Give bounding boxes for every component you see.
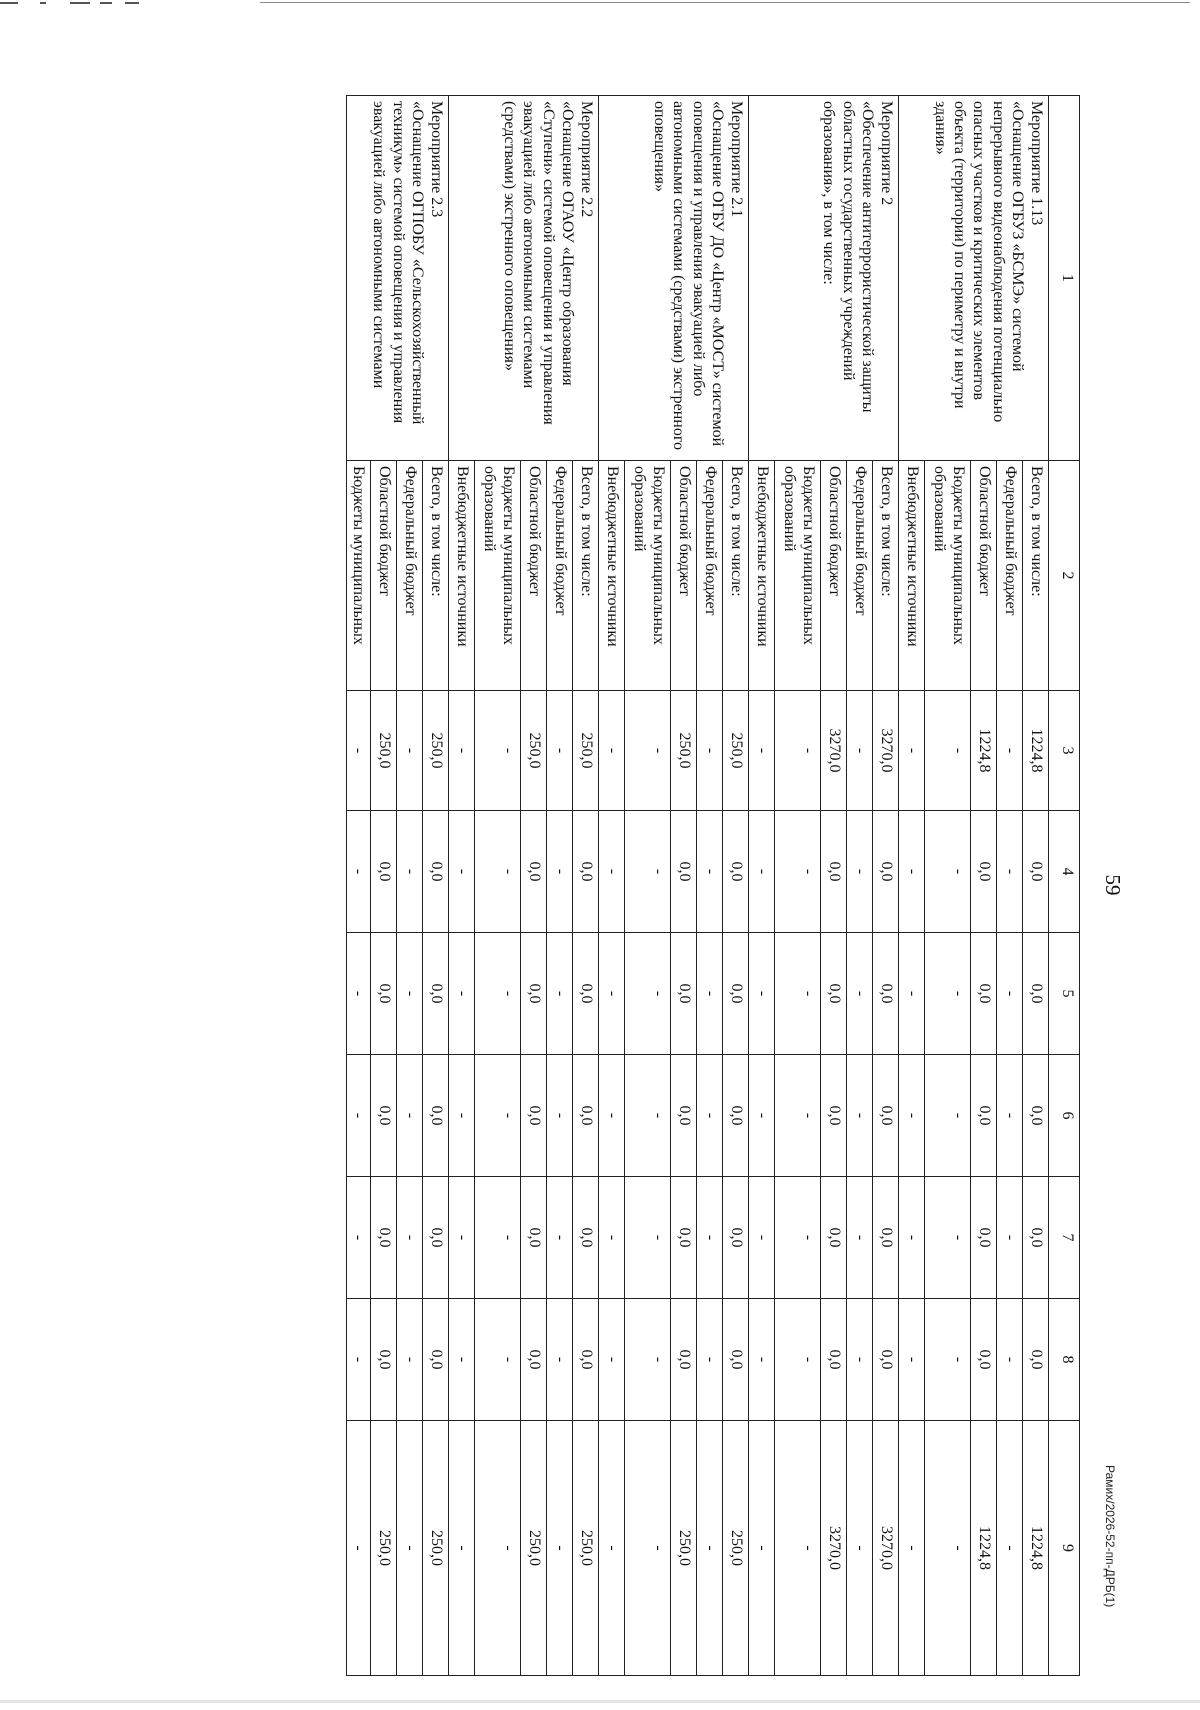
- value-cell-col-4: 0,0: [873, 811, 899, 933]
- value-cell-col-3: -: [997, 691, 1023, 811]
- value-cell-col-8: -: [449, 1299, 475, 1421]
- value-cell-col-5: 0,0: [971, 933, 997, 1055]
- value-cell-col-8: -: [475, 1299, 521, 1421]
- value-cell-col-6: -: [749, 1055, 775, 1177]
- funding-source-cell: Федеральный бюджет: [397, 461, 423, 691]
- header-col-6: 6: [1049, 1055, 1080, 1177]
- value-cell-col-7: 0,0: [821, 1177, 847, 1299]
- value-cell-col-8: 0,0: [1023, 1299, 1049, 1421]
- table-row: [423, 96, 449, 1676]
- value-cell-col-5: -: [449, 933, 475, 1055]
- funding-source-cell: Всего, в том числе:: [723, 461, 749, 691]
- value-cell-col-5: -: [475, 933, 521, 1055]
- value-cell-col-4: 0,0: [521, 811, 547, 933]
- value-cell-col-8: -: [997, 1299, 1023, 1421]
- funding-source-cell: Областной бюджет: [821, 461, 847, 691]
- value-cell-col-8: -: [599, 1299, 625, 1421]
- value-cell-col-7: -: [599, 1177, 625, 1299]
- value-cell-col-9: -: [899, 1421, 925, 1676]
- value-cell-col-8: -: [697, 1299, 723, 1421]
- value-cell-col-8: -: [397, 1299, 423, 1421]
- value-cell-col-4: -: [547, 811, 573, 933]
- value-cell-col-6: 0,0: [671, 1055, 697, 1177]
- value-cell-col-6: -: [449, 1055, 475, 1177]
- measure-title: Мероприятие 2.1 «Оснащение ОГБУ ДО «Центр «МОСТ» системой оповещения и управления эвакуацией либо автономными системами (средствами) экстренного оповещения»: [651, 101, 745, 451]
- value-cell-col-8: -: [749, 1299, 775, 1421]
- table-body: [346, 96, 1048, 1676]
- measure-cell: [749, 96, 899, 461]
- value-cell-col-7: -: [397, 1177, 423, 1299]
- table-row: [573, 96, 599, 1676]
- value-cell-col-3: 1224,8: [971, 691, 997, 811]
- measure-title: Мероприятие 2.3 «Оснащение ОГПОБУ «Сельскохозяйственный техникум» системой оповещения и управления эвакуацией либо автономными системами: [370, 101, 445, 425]
- value-cell-col-3: -: [397, 691, 423, 811]
- header-col-4: 4: [1049, 811, 1080, 933]
- value-cell-col-6: -: [599, 1055, 625, 1177]
- header-col-8: 8: [1049, 1299, 1080, 1421]
- funding-source-cell: Внебюджетные источники: [899, 461, 925, 691]
- value-cell-col-6: -: [625, 1055, 671, 1177]
- value-cell-col-5: 0,0: [573, 933, 599, 1055]
- value-cell-col-9: -: [997, 1421, 1023, 1676]
- value-cell-col-3: -: [346, 691, 370, 811]
- funding-source-cell: Областной бюджет: [371, 461, 397, 691]
- value-cell-col-5: -: [397, 933, 423, 1055]
- value-cell-col-9: 250,0: [723, 1421, 749, 1676]
- funding-source-cell: Бюджеты муниципальных образований: [775, 461, 821, 691]
- value-cell-col-5: -: [346, 933, 370, 1055]
- value-cell-col-3: 3270,0: [821, 691, 847, 811]
- value-cell-col-5: 0,0: [521, 933, 547, 1055]
- value-cell-col-5: -: [599, 933, 625, 1055]
- value-cell-col-9: -: [547, 1421, 573, 1676]
- value-cell-col-7: 0,0: [671, 1177, 697, 1299]
- value-cell-col-3: -: [625, 691, 671, 811]
- value-cell-col-4: 0,0: [971, 811, 997, 933]
- value-cell-col-5: -: [547, 933, 573, 1055]
- value-cell-col-3: -: [697, 691, 723, 811]
- value-cell-col-6: -: [697, 1055, 723, 1177]
- value-cell-col-3: -: [475, 691, 521, 811]
- value-cell-col-7: 0,0: [723, 1177, 749, 1299]
- value-cell-col-7: 0,0: [521, 1177, 547, 1299]
- value-cell-col-5: 0,0: [821, 933, 847, 1055]
- value-cell-col-8: 0,0: [671, 1299, 697, 1421]
- value-cell-col-4: -: [599, 811, 625, 933]
- value-cell-col-3: 1224,8: [1023, 691, 1049, 811]
- value-cell-col-9: -: [449, 1421, 475, 1676]
- funding-source-cell: Внебюджетные источники: [449, 461, 475, 691]
- value-cell-col-7: 0,0: [423, 1177, 449, 1299]
- measure-title: Мероприятие 2.2 «Оснащение ОГАОУ «Центр образования «Ступени» системой оповещения и управления эвакуацией либо автономными системами (средствами) экстренного оповещения»: [501, 101, 595, 425]
- value-cell-col-3: 250,0: [723, 691, 749, 811]
- value-cell-col-9: -: [697, 1421, 723, 1676]
- value-cell-col-8: 0,0: [521, 1299, 547, 1421]
- header-col-1: 1: [1049, 96, 1080, 461]
- value-cell-col-4: 0,0: [1023, 811, 1049, 933]
- value-cell-col-3: 250,0: [671, 691, 697, 811]
- funding-source-cell: Всего, в том числе:: [873, 461, 899, 691]
- value-cell-col-5: 0,0: [723, 933, 749, 1055]
- value-cell-col-3: 3270,0: [873, 691, 899, 811]
- value-cell-col-4: -: [346, 811, 370, 933]
- value-cell-col-8: -: [847, 1299, 873, 1421]
- value-cell-col-7: -: [697, 1177, 723, 1299]
- value-cell-col-8: -: [547, 1299, 573, 1421]
- value-cell-col-9: -: [397, 1421, 423, 1676]
- value-cell-col-3: -: [599, 691, 625, 811]
- header-col-3: 3: [1049, 691, 1080, 811]
- value-cell-col-4: 0,0: [573, 811, 599, 933]
- value-cell-col-4: -: [475, 811, 521, 933]
- measure-cell: [599, 96, 749, 461]
- measure-title: Мероприятие 2 «Обеспечение антитеррористической защиты областных государственных учреждений образования», в том числе:: [820, 101, 895, 413]
- value-cell-col-4: -: [847, 811, 873, 933]
- value-cell-col-6: 0,0: [723, 1055, 749, 1177]
- value-cell-col-3: -: [449, 691, 475, 811]
- value-cell-col-7: 0,0: [371, 1177, 397, 1299]
- value-cell-col-5: -: [749, 933, 775, 1055]
- measure-title: Мероприятие 1.13 «Оснащение ОГБУЗ «БСМЭ» системой непрерывного видеонаблюдения потенциально опасных участков и критических элементов объекта (территории) по периметру и внутри здания»: [932, 101, 1045, 423]
- value-cell-col-3: 250,0: [573, 691, 599, 811]
- value-cell-col-7: -: [346, 1177, 370, 1299]
- value-cell-col-7: -: [475, 1177, 521, 1299]
- value-cell-col-4: -: [997, 811, 1023, 933]
- value-cell-col-9: 3270,0: [821, 1421, 847, 1676]
- value-cell-col-5: 0,0: [423, 933, 449, 1055]
- value-cell-col-6: 0,0: [521, 1055, 547, 1177]
- funding-source-cell: Внебюджетные источники: [749, 461, 775, 691]
- value-cell-col-4: -: [397, 811, 423, 933]
- measure-cell: [346, 96, 448, 461]
- table-row: [873, 96, 899, 1676]
- value-cell-col-9: -: [749, 1421, 775, 1676]
- funding-source-cell: Бюджеты муниципальных образований: [475, 461, 521, 691]
- value-cell-col-4: 0,0: [821, 811, 847, 933]
- value-cell-col-8: 0,0: [821, 1299, 847, 1421]
- value-cell-col-6: 0,0: [971, 1055, 997, 1177]
- funding-source-cell: Областной бюджет: [971, 461, 997, 691]
- measure-cell: [899, 96, 1049, 461]
- value-cell-col-6: -: [847, 1055, 873, 1177]
- value-cell-col-5: 0,0: [873, 933, 899, 1055]
- value-cell-col-7: -: [925, 1177, 971, 1299]
- value-cell-col-6: 0,0: [371, 1055, 397, 1177]
- value-cell-col-9: 1224,8: [1023, 1421, 1049, 1676]
- measure-cell: [449, 96, 599, 461]
- value-cell-col-6: -: [775, 1055, 821, 1177]
- funding-source-cell: Областной бюджет: [671, 461, 697, 691]
- value-cell-col-9: 250,0: [423, 1421, 449, 1676]
- value-cell-col-7: -: [847, 1177, 873, 1299]
- value-cell-col-8: -: [625, 1299, 671, 1421]
- value-cell-col-4: 0,0: [671, 811, 697, 933]
- value-cell-col-7: -: [899, 1177, 925, 1299]
- value-cell-col-8: 0,0: [423, 1299, 449, 1421]
- scan-artifact-top: [0, 0, 1200, 6]
- value-cell-col-6: -: [346, 1055, 370, 1177]
- value-cell-col-3: -: [749, 691, 775, 811]
- value-cell-col-3: -: [899, 691, 925, 811]
- value-cell-col-5: 0,0: [1023, 933, 1049, 1055]
- value-cell-col-3: -: [547, 691, 573, 811]
- value-cell-col-4: -: [625, 811, 671, 933]
- value-cell-col-3: 250,0: [521, 691, 547, 811]
- value-cell-col-9: 250,0: [521, 1421, 547, 1676]
- funding-source-cell: Бюджеты муниципальных образований: [925, 461, 971, 691]
- funding-source-cell: Федеральный бюджет: [847, 461, 873, 691]
- value-cell-col-3: -: [925, 691, 971, 811]
- value-cell-col-8: 0,0: [573, 1299, 599, 1421]
- value-cell-col-5: -: [625, 933, 671, 1055]
- value-cell-col-7: 0,0: [873, 1177, 899, 1299]
- value-cell-col-7: -: [749, 1177, 775, 1299]
- value-cell-col-7: -: [997, 1177, 1023, 1299]
- funding-source-cell: Всего, в том числе:: [1023, 461, 1049, 691]
- value-cell-col-3: -: [847, 691, 873, 811]
- value-cell-col-5: -: [997, 933, 1023, 1055]
- value-cell-col-9: -: [475, 1421, 521, 1676]
- value-cell-col-9: 3270,0: [873, 1421, 899, 1676]
- table-row: [1023, 96, 1049, 1676]
- value-cell-col-6: -: [547, 1055, 573, 1177]
- value-cell-col-6: 0,0: [1023, 1055, 1049, 1177]
- value-cell-col-4: -: [449, 811, 475, 933]
- value-cell-col-4: 0,0: [423, 811, 449, 933]
- value-cell-col-4: -: [697, 811, 723, 933]
- value-cell-col-9: -: [847, 1421, 873, 1676]
- value-cell-col-6: -: [899, 1055, 925, 1177]
- value-cell-col-5: -: [847, 933, 873, 1055]
- value-cell-col-6: 0,0: [423, 1055, 449, 1177]
- value-cell-col-9: -: [599, 1421, 625, 1676]
- financing-table: [346, 95, 1080, 1676]
- value-cell-col-9: 1224,8: [971, 1421, 997, 1676]
- value-cell-col-7: -: [775, 1177, 821, 1299]
- value-cell-col-6: -: [397, 1055, 423, 1177]
- table-row: [723, 96, 749, 1676]
- value-cell-col-6: -: [997, 1055, 1023, 1177]
- funding-source-cell: Всего, в том числе:: [423, 461, 449, 691]
- page-number: 59: [1101, 874, 1125, 896]
- value-cell-col-6: -: [475, 1055, 521, 1177]
- value-cell-col-5: -: [697, 933, 723, 1055]
- value-cell-col-9: -: [775, 1421, 821, 1676]
- header-col-2: 2: [1049, 461, 1080, 691]
- value-cell-col-4: 0,0: [371, 811, 397, 933]
- value-cell-col-6: 0,0: [573, 1055, 599, 1177]
- value-cell-col-8: -: [775, 1299, 821, 1421]
- header-col-7: 7: [1049, 1177, 1080, 1299]
- value-cell-col-3: -: [775, 691, 821, 811]
- scan-artifact-bottom: [0, 1700, 1200, 1703]
- header-col-9: 9: [1049, 1421, 1080, 1676]
- value-cell-col-5: 0,0: [371, 933, 397, 1055]
- value-cell-col-4: -: [749, 811, 775, 933]
- value-cell-col-8: 0,0: [971, 1299, 997, 1421]
- value-cell-col-4: -: [925, 811, 971, 933]
- rotated-page: [170, 95, 1125, 1675]
- value-cell-col-5: -: [899, 933, 925, 1055]
- footer-code: Рамих/2026-52-пп-ДРБ(1): [1103, 1465, 1117, 1608]
- value-cell-col-5: -: [925, 933, 971, 1055]
- header-row: [1049, 96, 1080, 1676]
- value-cell-col-8: 0,0: [723, 1299, 749, 1421]
- value-cell-col-9: -: [346, 1421, 370, 1676]
- value-cell-col-7: -: [625, 1177, 671, 1299]
- value-cell-col-8: 0,0: [873, 1299, 899, 1421]
- funding-source-cell: Федеральный бюджет: [997, 461, 1023, 691]
- funding-source-cell: Всего, в том числе:: [573, 461, 599, 691]
- value-cell-col-7: 0,0: [1023, 1177, 1049, 1299]
- funding-source-cell: Бюджеты муниципальных образований: [625, 461, 671, 691]
- value-cell-col-9: 250,0: [371, 1421, 397, 1676]
- value-cell-col-6: -: [925, 1055, 971, 1177]
- value-cell-col-6: 0,0: [821, 1055, 847, 1177]
- value-cell-col-8: -: [346, 1299, 370, 1421]
- value-cell-col-5: -: [775, 933, 821, 1055]
- value-cell-col-6: 0,0: [873, 1055, 899, 1177]
- value-cell-col-8: 0,0: [371, 1299, 397, 1421]
- funding-source-cell: Бюджеты муниципальных: [346, 461, 370, 691]
- value-cell-col-8: -: [899, 1299, 925, 1421]
- value-cell-col-9: 250,0: [573, 1421, 599, 1676]
- value-cell-col-3: 250,0: [371, 691, 397, 811]
- header-col-5: 5: [1049, 933, 1080, 1055]
- value-cell-col-4: 0,0: [723, 811, 749, 933]
- value-cell-col-4: -: [775, 811, 821, 933]
- value-cell-col-7: 0,0: [573, 1177, 599, 1299]
- value-cell-col-9: -: [925, 1421, 971, 1676]
- funding-source-cell: Федеральный бюджет: [547, 461, 573, 691]
- value-cell-col-4: -: [899, 811, 925, 933]
- value-cell-col-7: -: [449, 1177, 475, 1299]
- value-cell-col-9: -: [625, 1421, 671, 1676]
- funding-source-cell: Областной бюджет: [521, 461, 547, 691]
- funding-source-cell: Внебюджетные источники: [599, 461, 625, 691]
- value-cell-col-3: 250,0: [423, 691, 449, 811]
- funding-source-cell: Федеральный бюджет: [697, 461, 723, 691]
- value-cell-col-9: 250,0: [671, 1421, 697, 1676]
- value-cell-col-8: -: [925, 1299, 971, 1421]
- value-cell-col-5: 0,0: [671, 933, 697, 1055]
- value-cell-col-7: -: [547, 1177, 573, 1299]
- value-cell-col-7: 0,0: [971, 1177, 997, 1299]
